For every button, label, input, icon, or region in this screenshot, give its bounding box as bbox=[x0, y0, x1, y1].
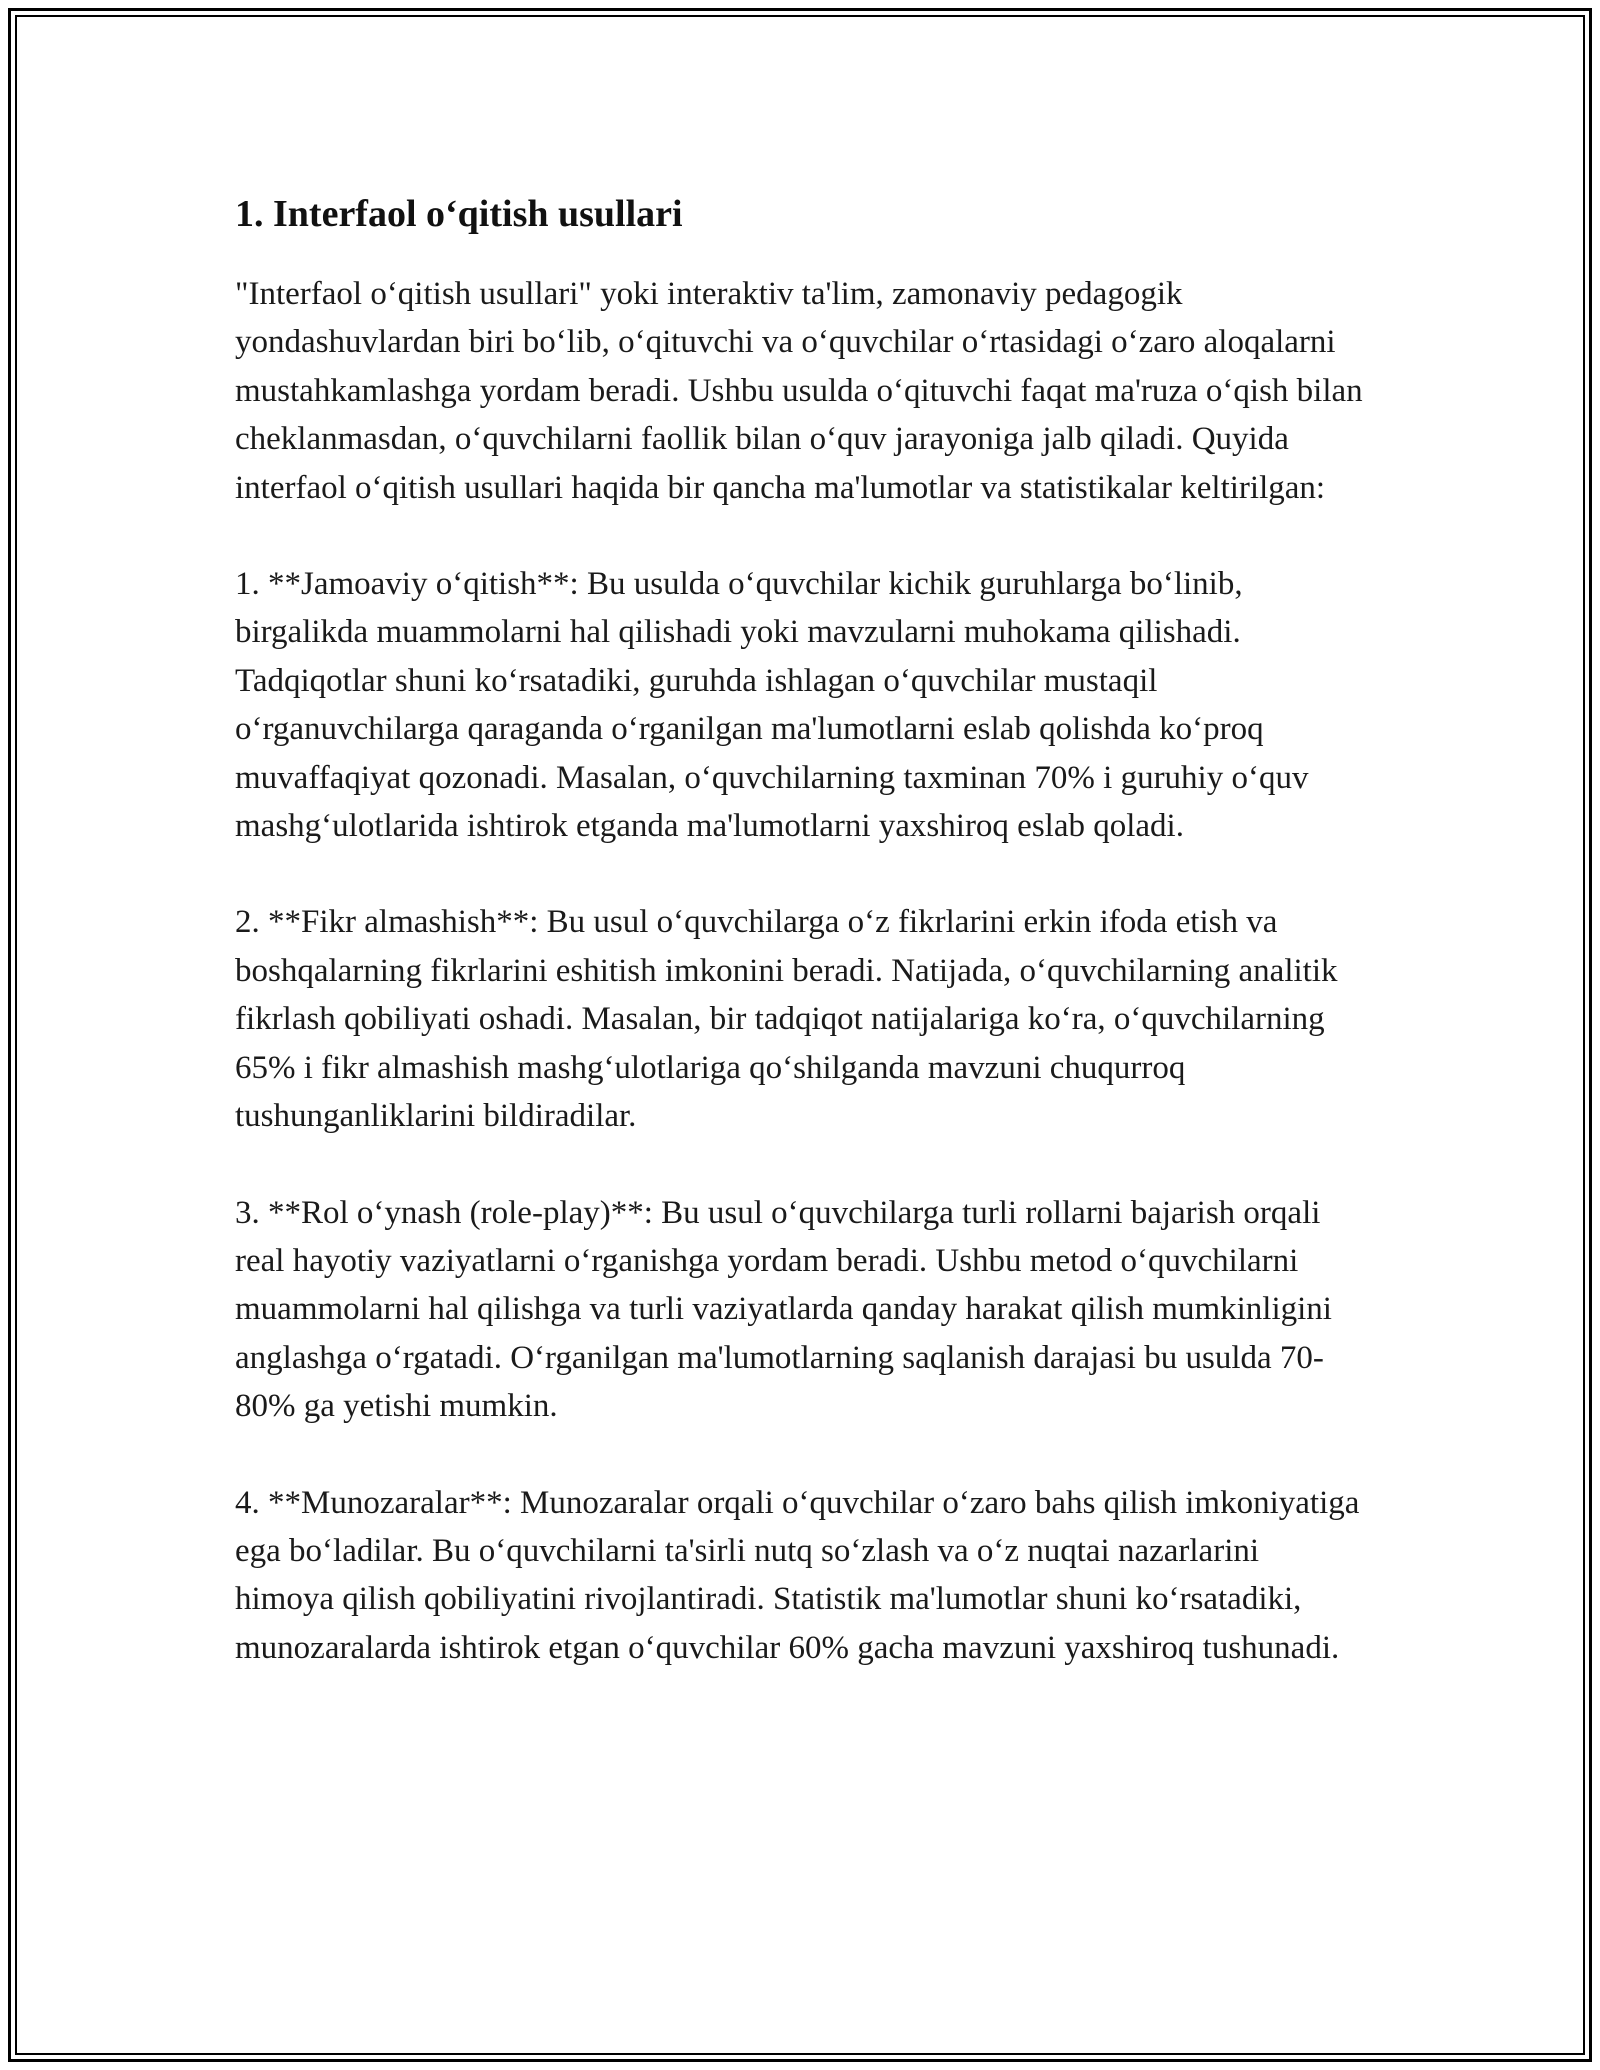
paragraph-jamoaviy-oqitish: 1. **Jamoaviy o‘qitish**: Bu usulda o‘quvchilar kichik guruhlarga bo‘linib, birgalikda muammolarni hal qilishadi yoki mavzularni muhokama qilishadi. Tadqiqotlar shuni ko‘rsatadiki, guruhda ishlagan o‘quvchilar mustaqil o‘rganuvchilarga qaraganda o‘rganilgan ma'lumotlarni eslab qolishda ko‘proq muvaffaqiyat qozonadi. Masalan, o‘quvchilarning taxminan 70% i guruhiy o‘quv mashg‘ulotlarida ishtirok etganda ma'lumotlarni yaxshiroq eslab qoladi. bbox=[235, 566, 1309, 845]
paragraph-munozaralar: 4. **Munozaralar**: Munozaralar orqali o‘quvchilar o‘zaro bahs qilish imkoniyatiga ega bo‘ladilar. Bu o‘quvchilarni ta'sirli nutq so‘zlash va o‘z nuqtai nazarlarini himoya qilish qobiliyatini rivojlantiradi. Statistik ma'lumotlar shuni ko‘rsatadiki, munozaralarda ishtirok etgan o‘quvchilar 60% gacha mavzuni yaxshiroq tushunadi. bbox=[235, 1484, 1360, 1666]
paragraph-rol-oynash: 3. **Rol o‘ynash (role-play)**: Bu usul o‘quvchilarga turli rollarni bajarish orqali real hayotiy vaziyatlarni o‘rganishga yordam beradi. Ushbu metod o‘quvchilarni muammolarni hal qilishga va turli vaziyatlarda qanday harakat qilish mumkinligini anglashga o‘rgatadi. O‘rganilgan ma'lumotlarning saqlanish darajasi bu usulda 70-80% ga yetishi mumkin. bbox=[235, 1194, 1332, 1425]
document-body bbox=[235, 186, 1365, 1720]
section-heading: 1. Interfaol o‘qitish usullari bbox=[235, 193, 683, 235]
intro-paragraph: "Interfaol o‘qitish usullari" yoki interaktiv ta'lim, zamonaviy pedagogik yondashuvlardan biri bo‘lib, o‘qituvchi va o‘quvchilar o‘rtasidagi o‘zaro aloqalarni mustahkamlashga yordam beradi. Ushbu usulda o‘qituvchi faqat ma'ruza o‘qish bilan cheklanmasdan, o‘quvchilarni faollik bilan o‘quv jarayoniga jalb qiladi. Quyida interfaol o‘qitish usullari haqida bir qancha ma'lumotlar va statistikalar keltirilgan: bbox=[235, 276, 1363, 506]
paragraph-fikr-almashish: 2. **Fikr almashish**: Bu usul o‘quvchilarga o‘z fikrlarini erkin ifoda etish va boshqalarning fikrlarini eshitish imkonini beradi. Natijada, o‘quvchilarning analitik fikrlash qobiliyati oshadi. Masalan, bir tadqiqot natijalariga ko‘ra, o‘quvchilarning 65% i fikr almashish mashg‘ulotlariga qo‘shilganda mavzuni chuqurroq tushunganliklarini bildiradilar. bbox=[235, 904, 1338, 1135]
